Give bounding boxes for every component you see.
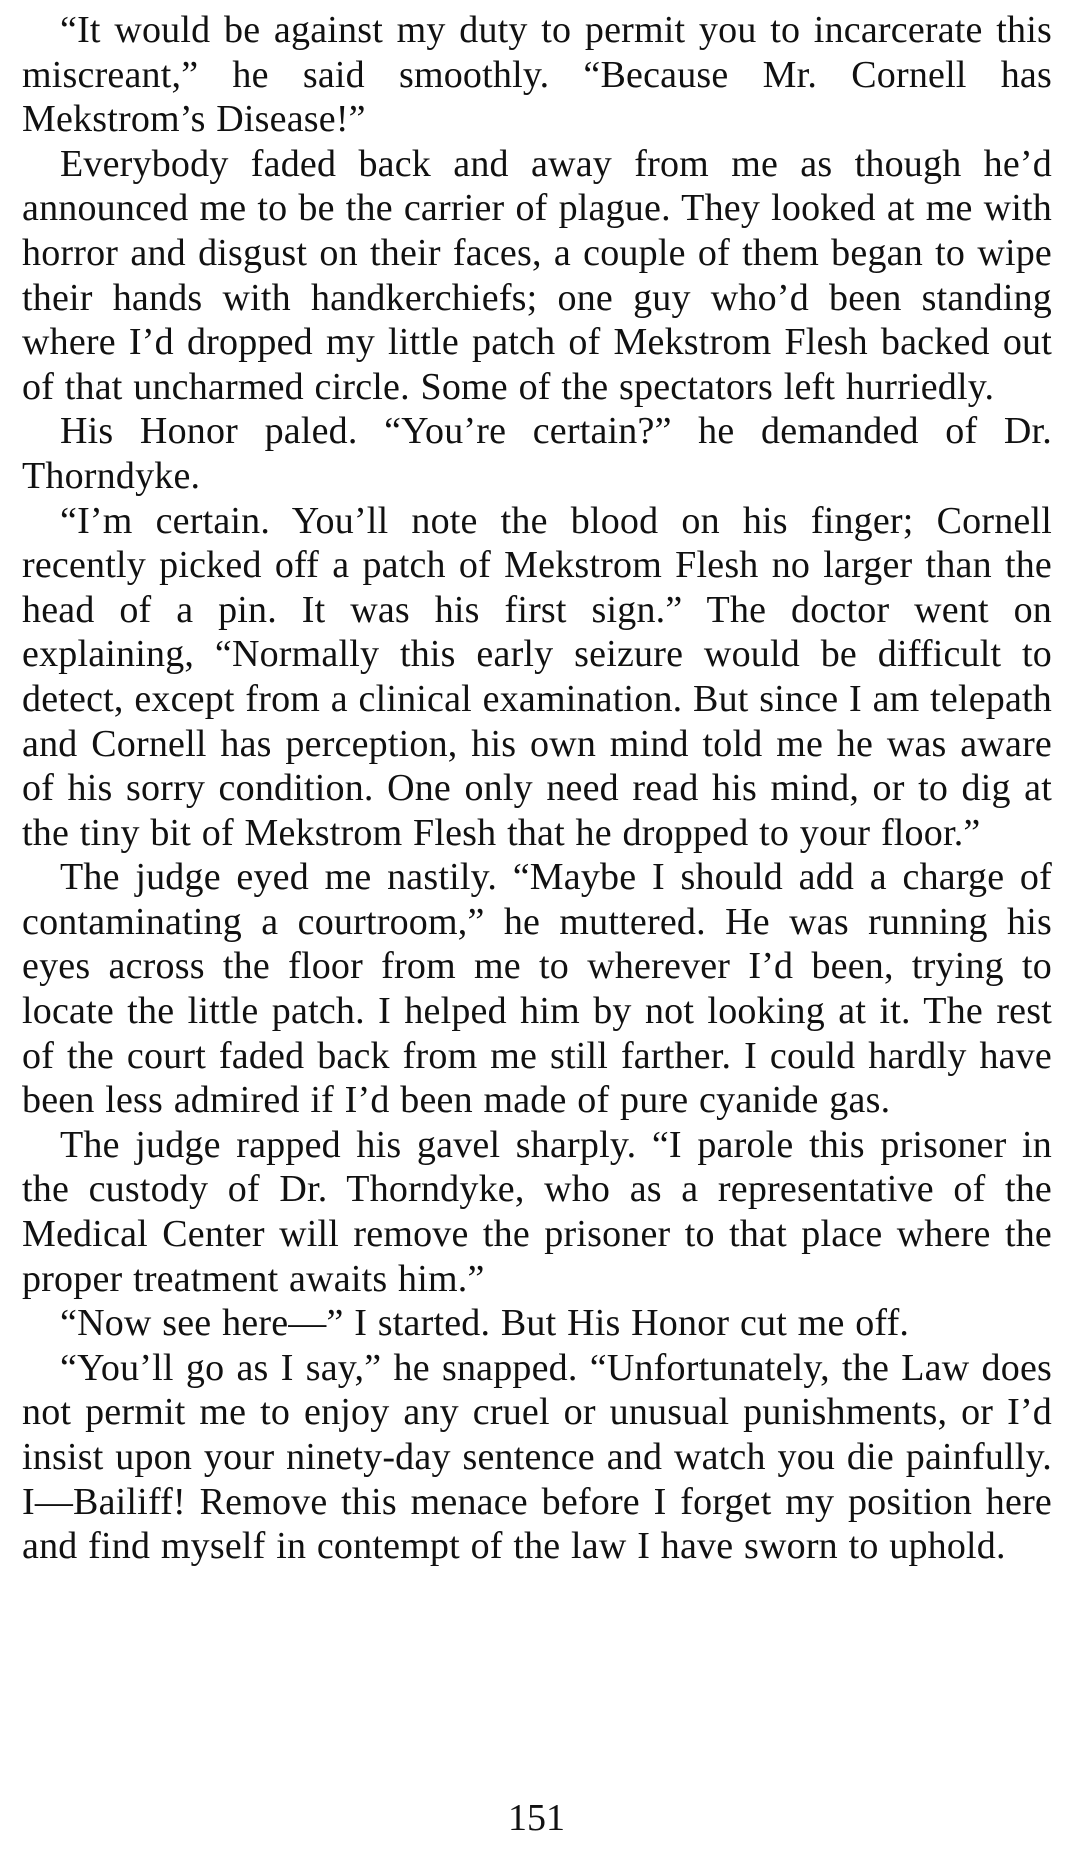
paragraph: Everybody faded back and away from me as though he’d announced me to be the carrier of plague. They looked at me with horror and disgust on their faces, a couple of them began to wipe their hands with handkerchiefs; one guy who’d been standing where I’d dropped my little patch of Mekstrom Flesh backed out of that uncharmed circle. Some of the spectators left hurriedly. (22, 142, 1052, 408)
page-number: 151 (508, 1797, 565, 1839)
paragraph: “It would be against my duty to permit you to incarcerate this miscreant,” he said smoothly. “Because Mr. Cornell has Mekstrom’s Disease!” (22, 9, 1052, 141)
paragraph: His Honor paled. “You’re certain?” he demanded of Dr. Thorndyke. (22, 410, 1052, 497)
paragraph: “I’m certain. You’ll note the blood on his finger; Cornell recently picked off a patch of Mekstrom Flesh no larger than the head of a pin. It was his first sign.” The doctor went on explaining, “Normally this early seizure would be difficult to detect, except from a clinical examination. But since I am telepath and Cornell has perception, his own mind told me he was aware of his sorry condition. One only need read his mind, or to dig at the tiny bit of Mekstrom Flesh that he dropped to your floor.” (22, 499, 1052, 854)
body-text (22, 8, 1052, 1569)
paragraph: “You’ll go as I say,” he snapped. “Unfortunately, the Law does not permit me to enjoy any cruel or unusual punishments, or I’d insist upon your ninety-day sentence and watch you die painfully. I—Bailiff! Remove this menace before I forget my position here and find myself in contempt of the law I have sworn to uphold. (22, 1346, 1052, 1568)
paragraph: The judge rapped his gavel sharply. “I parole this prisoner in the custody of Dr. Thorndyke, who as a representative of the Medical Center will remove the prisoner to that place where the proper treatment awaits him.” (22, 1123, 1052, 1300)
paragraph: “Now see here—” I started. But His Honor cut me off. (60, 1302, 910, 1345)
paragraph: The judge eyed me nastily. “Maybe I should add a charge of contaminating a courtroom,” he muttered. He was running his eyes across the floor from me to wherever I’d been, trying to locate the little patch. I helped him by not looking at it. The rest of the court faded back from me still farther. I could hardly have been less admired if I’d been made of pure cyanide gas. (22, 856, 1052, 1122)
